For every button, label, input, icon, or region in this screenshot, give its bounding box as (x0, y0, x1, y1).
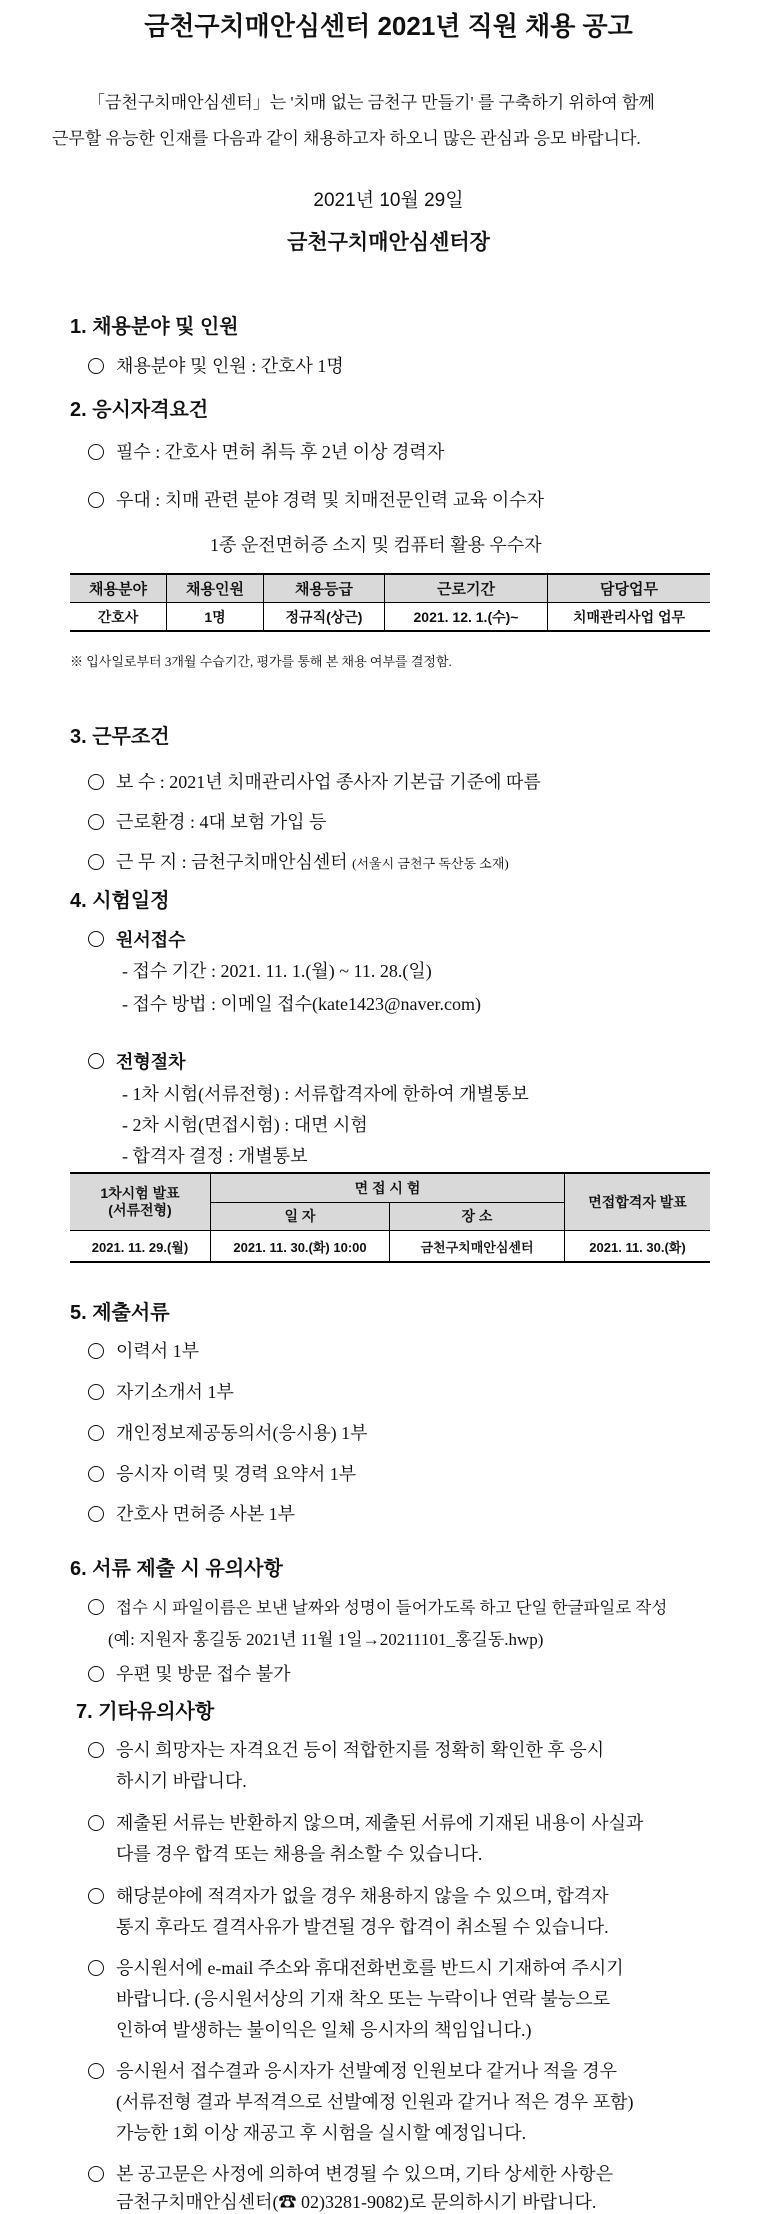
intro-line-2: 근무할 유능한 인재를 다음과 같이 채용하고자 하오니 많은 관심과 응모 바랍니다. (52, 129, 641, 148)
section-1-heading: 1. 채용분야 및 인원 (70, 316, 239, 338)
probation-note: ※ 입사일로부터 3개월 수습기간, 평가를 통해 본 채용 여부를 결정함. (70, 654, 452, 669)
s7-item-line: 다를 경우 합격 또는 채용을 취소할 수 있습니다. (116, 1844, 483, 1864)
apply-heading (88, 926, 186, 952)
s5-item-text: 자기소개서 1부 (116, 1382, 234, 1402)
section-4-heading: 4. 시험일정 (70, 890, 170, 912)
table-header: 면접합격자 발표 (565, 1173, 711, 1231)
bullet-circle-icon (88, 1888, 104, 1904)
s7-item (88, 1809, 643, 1835)
bullet-circle-icon (88, 444, 104, 460)
s2-item (88, 486, 544, 512)
s5-item-text: 개인정보제공동의서(응시용) 1부 (116, 1423, 368, 1443)
s1-item-text: 채용분야 및 인원 : 간호사 1명 (116, 356, 344, 376)
s5-item (88, 1460, 356, 1486)
table-cell: 금천구치매안심센터 (390, 1231, 565, 1263)
s7-item-line: 인하여 발생하는 불이익은 일체 응시자의 책임입니다.) (116, 2020, 532, 2040)
process-item: - 2차 시험(면접시험) : 대면 시험 (122, 1115, 368, 1135)
s2-extra: 1종 운전면허증 소지 및 컴퓨터 활용 우수자 (210, 535, 542, 555)
s6-item (88, 1594, 667, 1618)
bullet-circle-icon (88, 1599, 104, 1615)
s7-item-line: 응시원서 접수결과 응시자가 선발예정 인원보다 같거나 적을 경우 (116, 2061, 617, 2081)
section-5-heading: 5. 제출서류 (70, 1302, 170, 1324)
s5-item (88, 1337, 199, 1363)
exam-schedule-table (70, 1172, 710, 1263)
table-cell: 2021. 11. 30.(화) (565, 1231, 711, 1263)
s5-item (88, 1500, 295, 1526)
page-title: 금천구치매안심센터 2021년 직원 채용 공고 (144, 11, 633, 41)
bullet-circle-icon (88, 774, 104, 790)
announce-date: 2021년 10월 29일 (313, 190, 464, 211)
bullet-circle-icon (88, 854, 104, 870)
s3-item-text: 근로환경 : 4대 보험 가입 등 (116, 812, 327, 832)
bullet-circle-icon (88, 2166, 104, 2182)
s3-address: (서울시 금천구 독산동 소재) (352, 856, 509, 871)
s5-item (88, 1378, 234, 1404)
s7-item-line: 해당분야에 적격자가 없을 경우 채용하지 않을 수 있으며, 합격자 (116, 1886, 609, 1906)
s7-item (88, 2057, 617, 2083)
bullet-circle-icon (88, 2063, 104, 2079)
s7-item (88, 1882, 609, 1908)
bullet-circle-icon (88, 814, 104, 830)
s2-item-text: 우대 : 치매 관련 분야 경력 및 치매전문인력 교육 이수자 (116, 490, 545, 510)
intro-line-1: 「금천구치매안심센터」는 '치매 없는 금천구 만들기' 를 구축하기 위하여 함께 (88, 93, 655, 112)
apply-item: - 접수 기간 : 2021. 11. 1.(월) ~ 11. 28.(일) (122, 961, 432, 981)
table-header: 면 접 시 험 (211, 1173, 565, 1202)
s7-item (88, 1954, 624, 1980)
s2-item (88, 438, 444, 464)
s3-item-text: 보 수 : 2021년 치매관리사업 종사자 기본급 기준에 따름 (116, 772, 541, 792)
recruitment-table (70, 573, 710, 632)
s3-item (88, 848, 509, 874)
process-heading (88, 1048, 186, 1074)
organization-name: 금천구치매안심센터장 (287, 231, 490, 254)
s7-item-line: 금천구치매안심센터(☎ 02)3281-9082)로 문의하시기 바랍니다. (116, 2192, 597, 2212)
s3-item (88, 768, 541, 794)
section-3-heading: 3. 근무조건 (70, 726, 170, 748)
apply-item: - 접수 방법 : 이메일 접수(kate1423@naver.com) (122, 994, 481, 1014)
table-cell: 2021. 11. 29.(월) (70, 1231, 211, 1263)
s7-item-line: 통지 후라도 결격사유가 발견될 경우 합격이 취소될 수 있습니다. (116, 1917, 609, 1937)
table-header: 채용인원 (167, 574, 264, 603)
s5-item-text: 간호사 면허증 사본 1부 (116, 1504, 295, 1524)
bullet-circle-icon (88, 358, 104, 374)
section-6-heading: 6. 서류 제출 시 유의사항 (70, 1558, 283, 1580)
bullet-circle-icon (88, 1343, 104, 1359)
table-cell: 간호사 (70, 603, 167, 632)
table-cell: 치매관리사업 업무 (548, 603, 711, 632)
table-header: 채용등급 (264, 574, 385, 603)
table-header: 1차시험 발표 (서류전형) (70, 1173, 211, 1231)
bullet-circle-icon (88, 1053, 104, 1069)
bullet-circle-icon (88, 1506, 104, 1522)
table-header: 일 자 (211, 1202, 390, 1231)
s6-example: (예: 지원자 홍길동 2021년 11월 1일→20211101_홍길동.hwp) (108, 1630, 544, 1649)
bullet-circle-icon (88, 1384, 104, 1400)
s7-item-line: 바랍니다. (응시원서상의 기재 착오 또는 누락이나 연락 불능으로 (116, 1989, 611, 2009)
table-header: 채용분야 (70, 574, 167, 603)
s7-item-line: 가능한 1회 이상 재공고 후 시험을 실시할 예정입니다. (116, 2123, 527, 2143)
s5-item (88, 1419, 368, 1445)
s7-item-line: 응시 희망자는 자격요건 등이 적합한지를 정확히 확인한 후 응시 (116, 1740, 605, 1760)
s5-item-text: 응시자 이력 및 경력 요약서 1부 (116, 1464, 357, 1484)
bullet-circle-icon (88, 1425, 104, 1441)
s2-item-text: 필수 : 간호사 면허 취득 후 2년 이상 경력자 (116, 442, 445, 462)
s3-item (88, 808, 326, 834)
table-header: 근로기간 (385, 574, 548, 603)
s7-item-line: (서류전형 결과 부적격으로 선발예정 인원과 같거나 적은 경우 포함) (116, 2092, 634, 2112)
section-7-heading: 7. 기타유의사항 (76, 1701, 215, 1723)
section-2-heading: 2. 응시자격요건 (70, 399, 209, 421)
bullet-circle-icon (88, 1815, 104, 1831)
s7-item (88, 1736, 604, 1762)
process-heading-text: 전형절차 (116, 1052, 186, 1072)
process-item: - 1차 시험(서류전형) : 서류합격자에 한하여 개별통보 (122, 1084, 529, 1104)
table-cell: 정규직(상근) (264, 603, 385, 632)
table-cell: 2021. 11. 30.(화) 10:00 (211, 1231, 390, 1263)
s7-item-line: 하시기 바랍니다. (116, 1771, 247, 1791)
s7-item-line: 제출된 서류는 반환하지 않으며, 제출된 서류에 기재된 내용이 사실과 (116, 1813, 644, 1833)
bullet-circle-icon (88, 1742, 104, 1758)
process-item: - 합격자 결정 : 개별통보 (122, 1146, 308, 1166)
table-header: 담당업무 (548, 574, 711, 603)
bullet-circle-icon (88, 1466, 104, 1482)
s5-item-text: 이력서 1부 (116, 1341, 200, 1361)
s7-item-line: 본 공고문은 사정에 의하여 변경될 수 있으며, 기타 상세한 사항은 (116, 2164, 614, 2184)
table-cell: 1명 (167, 603, 264, 632)
bullet-circle-icon (88, 1666, 104, 1682)
s1-item (88, 352, 344, 378)
s6-item (88, 1660, 291, 1686)
apply-heading-text: 원서접수 (116, 930, 186, 950)
table-header: 장 소 (390, 1202, 565, 1231)
bullet-circle-icon (88, 931, 104, 947)
s6-item-text: 접수 시 파일이름은 보낸 날짜와 성명이 들어가도록 하고 단일 한글파일로 작성 (116, 1598, 668, 1617)
s7-item (88, 2160, 613, 2186)
bullet-circle-icon (88, 1960, 104, 1976)
s3-item-text: 근 무 지 : 금천구치매안심센터 (116, 852, 348, 872)
bullet-circle-icon (88, 492, 104, 508)
table-cell: 2021. 12. 1.(수)~ (385, 603, 548, 632)
s6-item-text: 우편 및 방문 접수 불가 (116, 1664, 291, 1684)
s7-item-line: 응시원서에 e-mail 주소와 휴대전화번호를 반드시 기재하여 주시기 (116, 1958, 624, 1978)
